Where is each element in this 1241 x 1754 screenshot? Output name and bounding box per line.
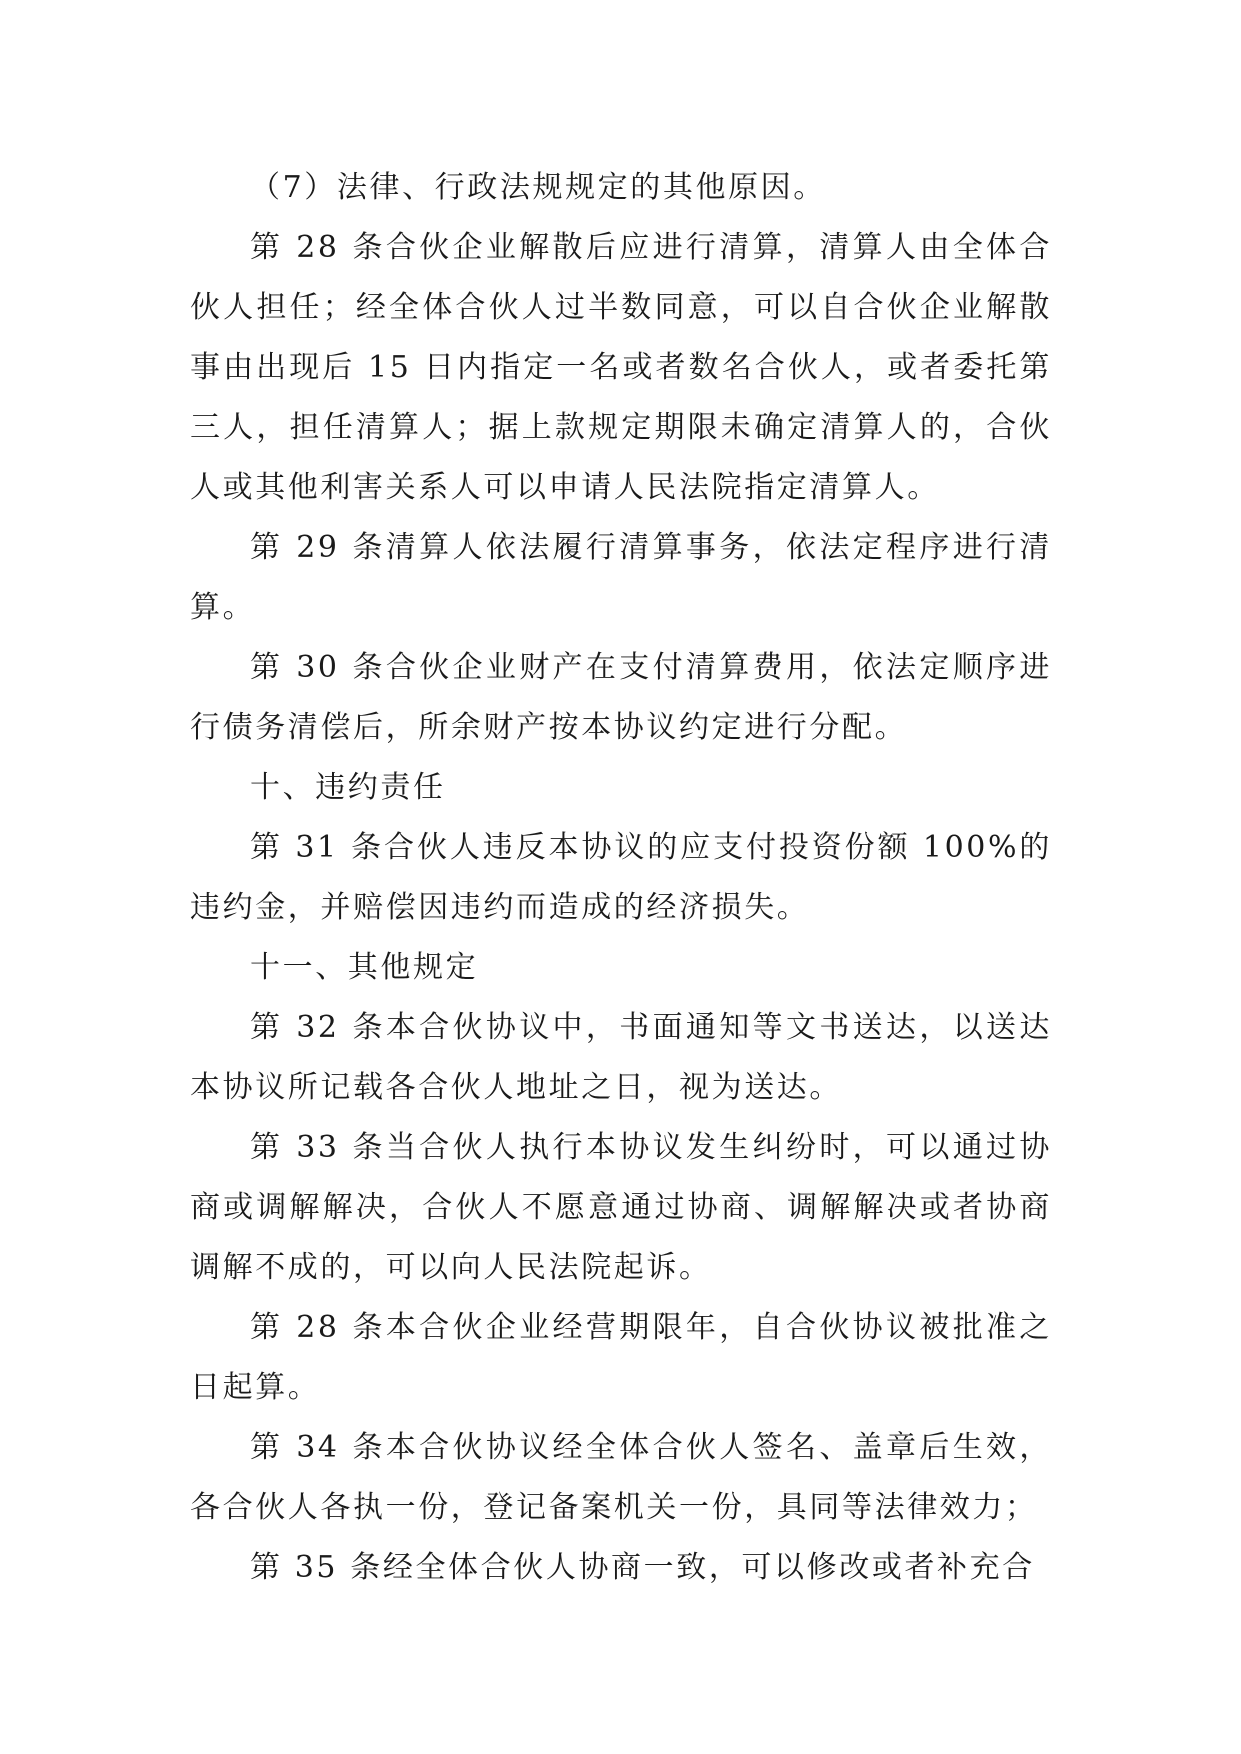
paragraph-article-28-liquidation: 第 28 条合伙企业解散后应进行清算，清算人由全体合伙人担任；经全体合伙人过半数同意，可以自合伙企业解散事由出现后 15 日内指定一名或者数名合伙人，或者委托第三人，担任清算人；据上款规定期限未确定清算人的，合伙人或其他利害关系人可以申请人民法院指定清算人。 (190, 230, 1052, 505)
section-heading-liability: 十、违约责任 (250, 770, 446, 805)
paragraph-article-34: 第 34 条本合伙协议经全体合伙人签名、盖章后生效，各合伙人各执一份，登记备案机关一份，具同等法律效力； (190, 1430, 1052, 1525)
paragraph-article-28-term: 第 28 条本合伙企业经营期限年，自合伙协议被批准之日起算。 (190, 1310, 1052, 1405)
paragraph-other-reasons: （7）法律、行政法规规定的其他原因。 (250, 170, 826, 205)
paragraph-article-30: 第 30 条合伙企业财产在支付清算费用，依法定顺序进行债务清偿后，所余财产按本协议约定进行分配。 (190, 650, 1052, 745)
paragraph-article-32: 第 32 条本合伙协议中，书面通知等文书送达，以送达本协议所记载各合伙人地址之日，视为送达。 (190, 1010, 1052, 1105)
document-body (190, 158, 1052, 1598)
paragraph-article-29: 第 29 条清算人依法履行清算事务，依法定程序进行清算。 (190, 530, 1052, 625)
paragraph-article-35: 第 35 条经全体合伙人协商一致，可以修改或者补充合 (250, 1550, 1035, 1585)
paragraph-article-31: 第 31 条合伙人违反本协议的应支付投资份额 100%的违约金，并赔偿因违约而造成的经济损失。 (190, 830, 1052, 925)
paragraph-article-33: 第 33 条当合伙人执行本协议发生纠纷时，可以通过协商或调解解决，合伙人不愿意通过协商、调解解决或者协商调解不成的，可以向人民法院起诉。 (190, 1130, 1052, 1285)
section-heading-other-provisions: 十一、其他规定 (250, 950, 479, 985)
